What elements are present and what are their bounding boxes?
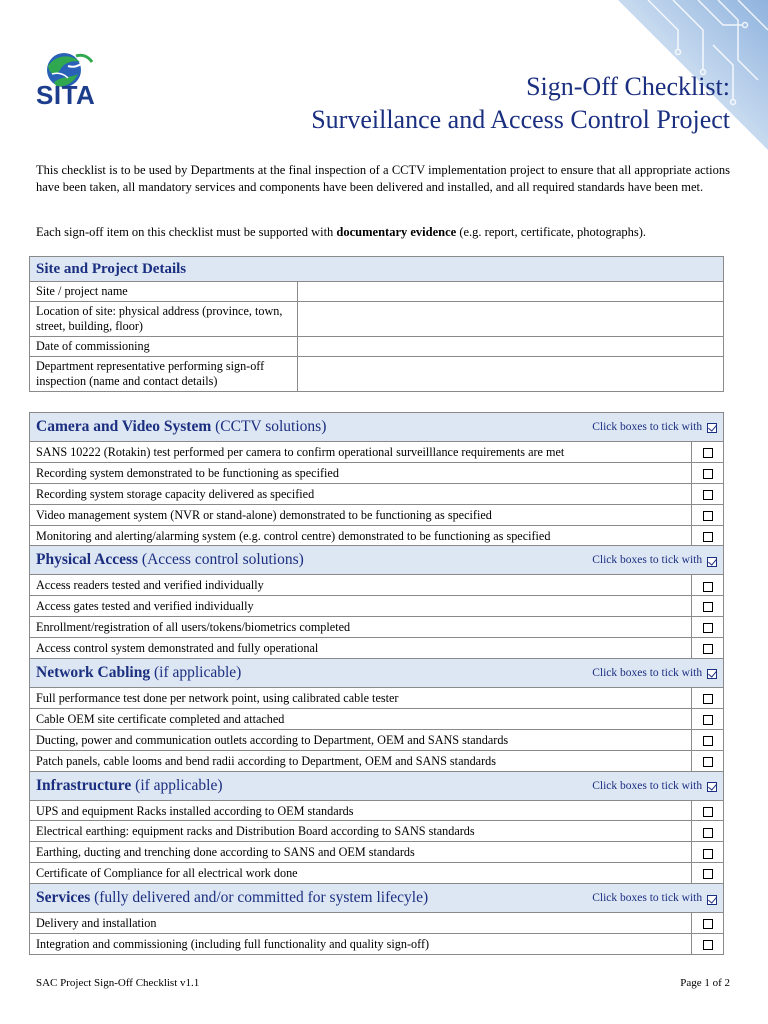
evidence-note: Each sign-off item on this checklist must be supported with documentary evidence (e.g. report, certificate, photographs). <box>36 225 647 239</box>
checklist-table <box>29 412 724 955</box>
checked-box-icon <box>707 669 717 679</box>
checklist-item: UPS and equipment Racks installed according to OEM standards <box>30 800 724 821</box>
tick-hint: Click boxes to tick with <box>592 884 717 912</box>
site-label-location: Location of site: physical address (province, town, street, building, floor) <box>30 302 298 337</box>
checklist-item: Recording system demonstrated to be functioning as specified <box>30 462 724 483</box>
checklist-item: Monitoring and alerting/alarming system (e.g. control centre) demonstrated to be functioning as specified <box>30 525 724 546</box>
checked-box-icon <box>707 423 717 433</box>
footer-document-name: SAC Project Sign-Off Checklist v1.1 <box>36 977 200 989</box>
checklist-item: Full performance test done per network point, using calibrated cable tester <box>30 688 724 709</box>
checklist-item: SANS 10222 (Rotakin) test performed per camera to confirm operational surveilllance requirements are met <box>30 442 724 463</box>
checkbox[interactable] <box>703 532 713 542</box>
checklist-item: Delivery and installation <box>30 913 724 934</box>
checklist-item: Recording system storage capacity delivered as specified <box>30 483 724 504</box>
section-header-network-cabling: Network Cabling (if applicable) Click boxes to tick with <box>30 659 724 688</box>
checkbox[interactable] <box>703 623 713 633</box>
checklist-item: Certificate of Compliance for all electrical work done <box>30 863 724 884</box>
checklist-item: Video management system (NVR or stand-alone) demonstrated to be functioning as specified <box>30 504 724 525</box>
checkbox[interactable] <box>703 511 713 521</box>
checklist-item: Access control system demonstrated and fully operational <box>30 638 724 659</box>
section-title: Physical Access <box>36 551 139 569</box>
section-title: Camera and Video System <box>36 418 212 435</box>
site-location-field[interactable] <box>298 302 724 337</box>
site-label-name: Site / project name <box>30 282 298 302</box>
checkbox[interactable] <box>703 715 713 725</box>
checkbox[interactable] <box>703 869 713 879</box>
checklist-item: Earthing, ducting and trenching done according to SANS and OEM standards <box>30 842 724 863</box>
commissioning-date-field[interactable] <box>298 337 724 357</box>
page-title: Sign-Off Checklist: <box>526 72 730 101</box>
tick-hint: Click boxes to tick with <box>592 659 717 687</box>
checkbox[interactable] <box>703 602 713 612</box>
tick-hint: Click boxes to tick with <box>592 772 717 800</box>
section-header-camera: Camera and Video System (CCTV solutions) Click boxes to tick with <box>30 413 724 442</box>
checkbox[interactable] <box>703 919 713 929</box>
section-title: Services <box>36 889 91 907</box>
site-details-heading: Site and Project Details <box>30 257 724 282</box>
checkbox[interactable] <box>703 828 713 838</box>
checklist-item: Enrollment/registration of all users/tokens/biometrics completed <box>30 617 724 638</box>
checklist-item: Access gates tested and verified individually <box>30 596 724 617</box>
checkbox[interactable] <box>703 644 713 654</box>
site-details-table <box>29 256 724 392</box>
checklist-item: Cable OEM site certificate completed and attached <box>30 708 724 729</box>
site-name-field[interactable] <box>298 282 724 302</box>
section-header-physical-access: Physical Access (Access control solutions) Click boxes to tick with <box>30 546 724 575</box>
tick-hint: Click boxes to tick with <box>592 413 717 441</box>
checked-box-icon <box>707 895 717 905</box>
checkbox[interactable] <box>703 469 713 479</box>
checkbox[interactable] <box>703 736 713 746</box>
checked-box-icon <box>707 557 717 567</box>
checkbox[interactable] <box>703 757 713 767</box>
checked-box-icon <box>707 782 717 792</box>
site-label-date: Date of commissioning <box>30 337 298 357</box>
checkbox[interactable] <box>703 849 713 859</box>
representative-field[interactable] <box>298 357 724 392</box>
checklist-item: Patch panels, cable looms and bend radii according to Department, OEM and SANS standards <box>30 750 724 771</box>
checkbox[interactable] <box>703 940 713 950</box>
section-title: Network Cabling <box>36 664 151 682</box>
section-header-infrastructure: Infrastructure (if applicable) Click boxes to tick with <box>30 771 724 800</box>
site-label-representative: Department representative performing sign-off inspection (name and contact details) <box>30 357 298 392</box>
footer-page-number: Page 1 of 2 <box>680 977 730 989</box>
page-subtitle: Surveillance and Access Control Project <box>311 105 730 134</box>
intro-paragraph: This checklist is to be used by Departments at the final inspection of a CCTV implementation project to ensure that all appropriate actions have been taken, all mandatory services and components have been delivered and installed, and all required standards have been met. <box>36 163 730 194</box>
checkbox[interactable] <box>703 448 713 458</box>
checklist-item: Electrical earthing: equipment racks and Distribution Board according to SANS standards <box>30 821 724 842</box>
checkbox[interactable] <box>703 807 713 817</box>
section-header-services: Services (fully delivered and/or committed for system lifecyle) Click boxes to tick with <box>30 884 724 913</box>
checkbox[interactable] <box>703 490 713 500</box>
section-title: Infrastructure <box>36 776 132 794</box>
checklist-item: Access readers tested and verified individually <box>30 575 724 596</box>
checklist-item: Integration and commissioning (including full functionality and quality sign-off) <box>30 934 724 955</box>
tick-hint: Click boxes to tick with <box>592 546 717 574</box>
checkbox[interactable] <box>703 582 713 592</box>
checklist-item: Ducting, power and communication outlets according to Department, OEM and SANS standards <box>30 729 724 750</box>
checkbox[interactable] <box>703 694 713 704</box>
sita-logo-text: SITA <box>36 80 96 110</box>
